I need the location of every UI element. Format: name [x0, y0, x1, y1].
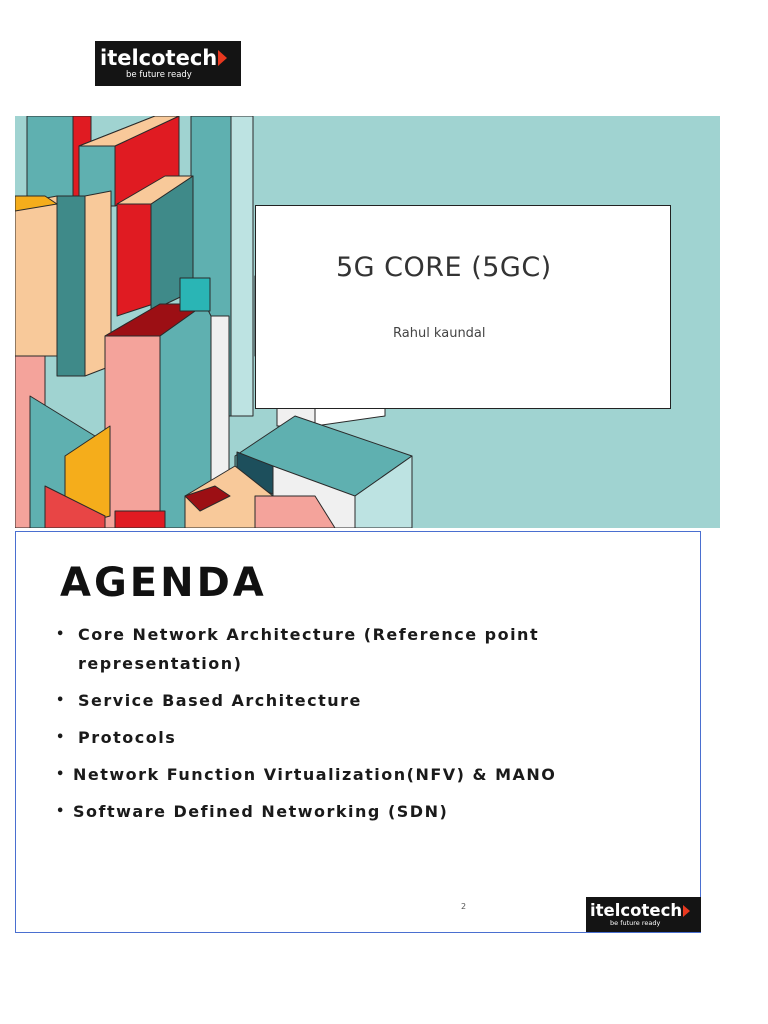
bullet-icon: •: [56, 767, 66, 782]
agenda-item: [56, 760, 576, 789]
cover-slide: [15, 116, 720, 528]
bullet-icon: •: [56, 804, 66, 819]
cover-title-box: [255, 205, 671, 409]
agenda-item: [56, 686, 576, 715]
agenda-item: [56, 797, 576, 826]
itelcotech-logo-bottom: [586, 897, 701, 932]
cover-title: 5G CORE (5GC): [336, 252, 552, 283]
logo-tagline: be future ready: [126, 69, 192, 80]
logo-brand-text: itelcotech: [590, 900, 683, 920]
agenda-list: [56, 620, 576, 834]
bullet-icon: •: [56, 627, 66, 642]
logo-brand-text: itelcotech: [100, 45, 218, 70]
play-arrow-icon: [218, 50, 227, 66]
agenda-item-text: Service Based Architecture: [78, 691, 362, 710]
agenda-item-text: Core Network Architecture (Reference point representation): [78, 625, 540, 673]
agenda-item: [56, 723, 576, 752]
play-arrow-icon: [683, 905, 690, 917]
agenda-item-text: Network Function Virtualization(NFV) & MANO: [73, 765, 557, 784]
bullet-icon: •: [56, 693, 66, 708]
agenda-heading: AGENDA: [60, 560, 267, 606]
logo-tagline: be future ready: [610, 919, 661, 927]
itelcotech-logo-top: [95, 41, 241, 86]
agenda-item-text: Software Defined Networking (SDN): [73, 802, 449, 821]
page-number: 2: [461, 902, 467, 911]
agenda-slide: [15, 531, 701, 933]
cover-author: Rahul kaundal: [393, 326, 486, 341]
agenda-item-text: Protocols: [78, 728, 177, 747]
bullet-icon: •: [56, 730, 66, 745]
agenda-item: [56, 620, 576, 678]
